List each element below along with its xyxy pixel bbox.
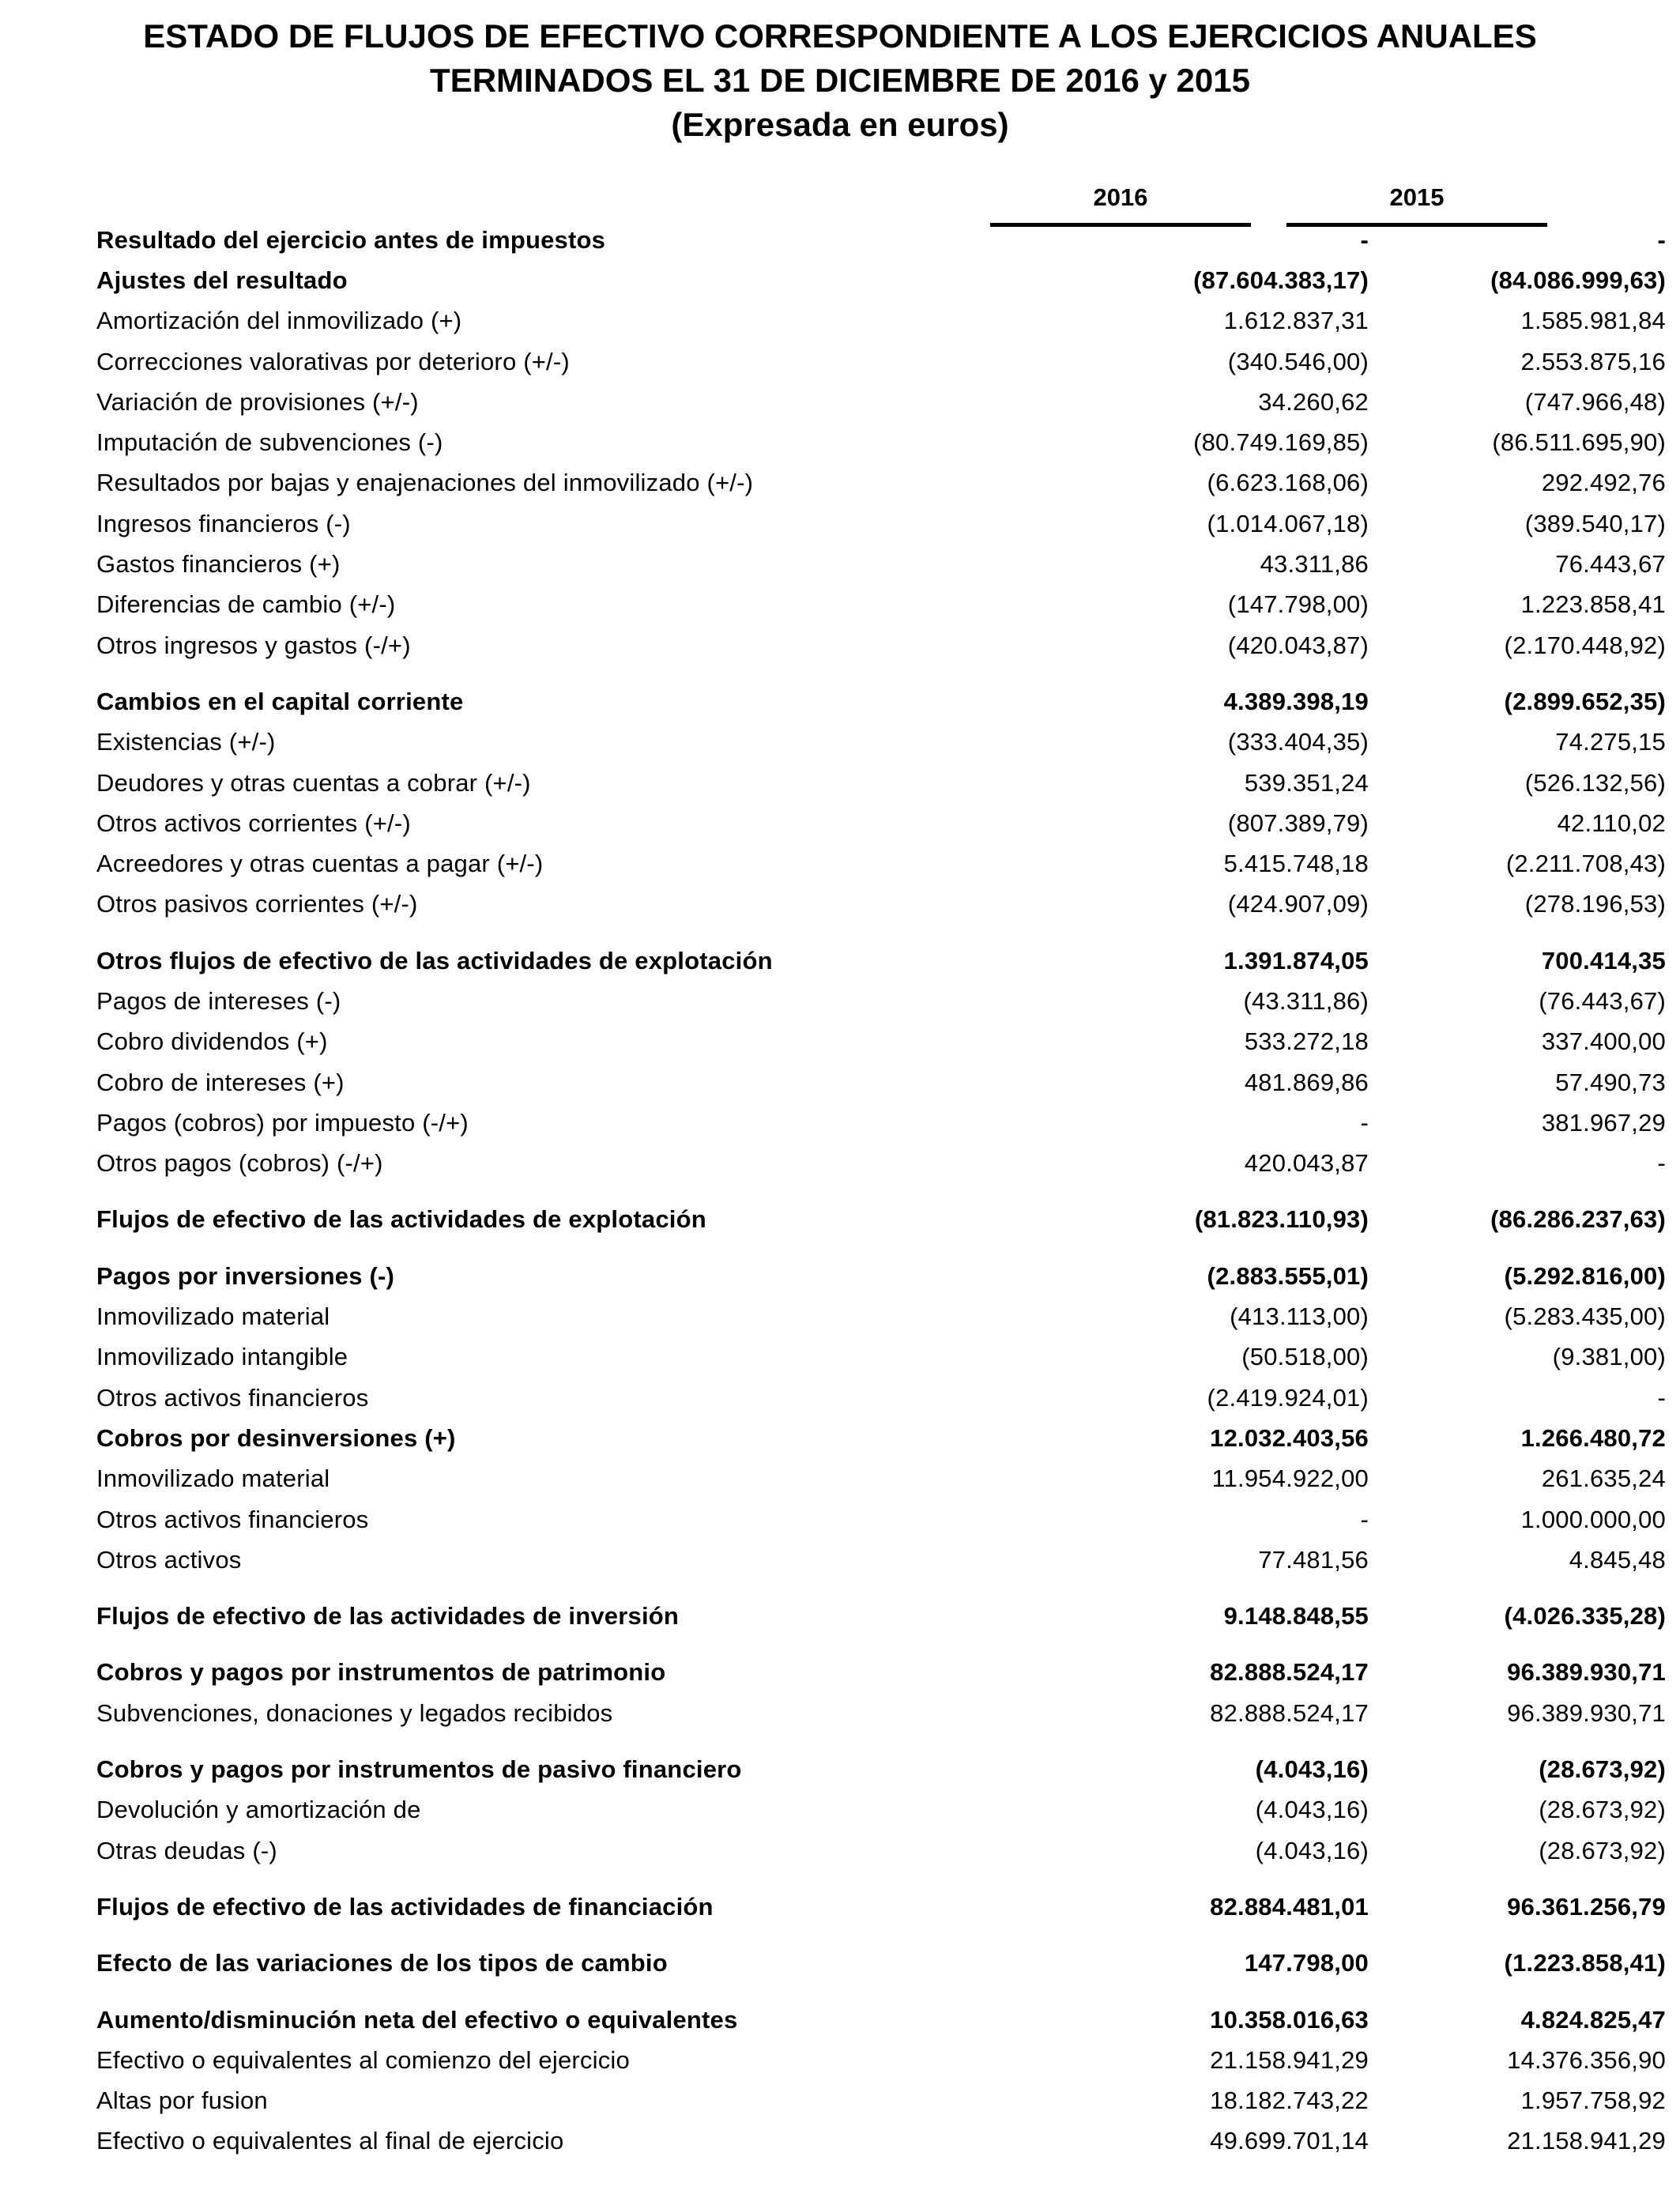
value-2015: 261.635,24 — [1541, 1465, 1666, 1493]
row-label: Cobro dividendos (+) — [96, 1027, 328, 1056]
value-2015: 21.158.941,29 — [1507, 2127, 1666, 2155]
value-2016: 481.869,86 — [1244, 1068, 1369, 1096]
value-2015: (86.511.695,90) — [1492, 428, 1666, 457]
value-2016: 18.182.743,22 — [1210, 2087, 1369, 2115]
value-2015: 337.400,00 — [1541, 1027, 1666, 1056]
value-2016: 10.358.016,63 — [1210, 2005, 1369, 2034]
value-2015: 1.000.000,00 — [1520, 1505, 1666, 1533]
column-header-2015: 2015 — [1286, 180, 1547, 227]
value-2015: 57.490,73 — [1555, 1068, 1666, 1096]
row-label: Flujos de efectivo de las actividades de financiación — [96, 1892, 714, 1921]
value-2016: (6.623.168,06) — [1207, 469, 1369, 497]
table-row — [96, 2121, 1666, 2162]
value-2016: 11.954.922,00 — [1211, 1465, 1369, 1493]
column-header-2016: 2016 — [990, 180, 1251, 227]
row-label: Existencias (+/-) — [96, 728, 276, 756]
row-label: Inmovilizado material — [96, 1302, 330, 1331]
value-2015: (2.170.448,92) — [1504, 631, 1666, 659]
value-2015: 1.223.858,41 — [1520, 590, 1666, 619]
value-2015: (9.381,00) — [1552, 1343, 1666, 1371]
value-2016: (87.604.383,17) — [1193, 266, 1369, 294]
value-2015: (2.211.708,43) — [1505, 850, 1666, 878]
row-label: Ingresos financieros (-) — [96, 509, 351, 537]
value-2015: 700.414,35 — [1541, 946, 1666, 974]
value-2016: (420.043,87) — [1227, 631, 1369, 659]
row-label: Pagos por inversiones (-) — [96, 1261, 395, 1290]
value-2015: (2.899.652,35) — [1504, 687, 1666, 715]
row-label: Otros activos — [96, 1545, 242, 1574]
table-row — [96, 1022, 1666, 1062]
table-row — [96, 1144, 1666, 1184]
value-2015: (28.673,92) — [1539, 1836, 1666, 1864]
row-label: Cobros por desinversiones (+) — [96, 1423, 456, 1452]
value-2015: (4.026.335,28) — [1504, 1602, 1666, 1630]
table-row — [96, 1337, 1666, 1378]
table-row — [96, 1103, 1666, 1143]
row-label: Cobros y pagos por instrumentos de pasivo financiero — [96, 1755, 742, 1784]
value-2015: 4.824.825,47 — [1520, 2005, 1666, 2034]
value-2016: 9.148.848,55 — [1223, 1602, 1369, 1630]
value-2016: 4.389.398,19 — [1223, 687, 1369, 715]
row-label: Efectivo o equivalentes al comienzo del ejercicio — [96, 2045, 630, 2074]
table-row — [96, 260, 1666, 300]
value-2016: 43.311,86 — [1260, 550, 1369, 579]
value-2016: 34.260,62 — [1258, 387, 1369, 416]
table-row — [96, 585, 1666, 625]
value-2015: 96.361.256,79 — [1507, 1892, 1666, 1921]
row-label: Diferencias de cambio (+/-) — [96, 590, 396, 619]
table-row — [96, 1830, 1666, 1871]
value-2016: 533.272,18 — [1244, 1027, 1369, 1056]
value-2016: (80.749.169,85) — [1193, 428, 1369, 457]
row-label: Cambios en el capital corriente — [96, 687, 464, 715]
value-2016: - — [1360, 225, 1369, 254]
value-2016: 12.032.403,56 — [1210, 1423, 1369, 1452]
table-row — [96, 1378, 1666, 1418]
table-row — [96, 1596, 1666, 1637]
value-2016: 1.391.874,05 — [1223, 946, 1369, 974]
value-2016: 82.888.524,17 — [1210, 1658, 1369, 1687]
value-2015: 292.492,76 — [1541, 469, 1666, 497]
value-2015: 381.967,29 — [1541, 1108, 1666, 1137]
table-row — [96, 1887, 1666, 1927]
value-2016: (1.014.067,18) — [1207, 509, 1369, 537]
table-row — [96, 1459, 1666, 1499]
table-row — [96, 884, 1666, 925]
title-line-3: (Expresada en euros) — [671, 106, 1009, 143]
table-row — [96, 422, 1666, 462]
value-2016: 82.884.481,01 — [1210, 1892, 1369, 1921]
row-label: Cobros y pagos por instrumentos de patrimonio — [96, 1658, 666, 1687]
value-2015: 1.585.981,84 — [1520, 307, 1666, 335]
value-2016: (340.546,00) — [1227, 347, 1369, 375]
value-2015: (1.223.858,41) — [1504, 1949, 1666, 1977]
row-label: Otros activos financieros — [96, 1505, 369, 1533]
value-2015: 1.957.758,92 — [1520, 2087, 1666, 2115]
value-2015: (526.132,56) — [1524, 768, 1666, 797]
table-row — [96, 1256, 1666, 1296]
value-2015: - — [1657, 1149, 1666, 1178]
value-2016: (81.823.110,93) — [1194, 1205, 1369, 1234]
table-row — [96, 1749, 1666, 1789]
value-2015: 1.266.480,72 — [1520, 1423, 1666, 1452]
value-2015: 74.275,15 — [1555, 728, 1666, 756]
row-label: Cobro de intereses (+) — [96, 1068, 345, 1096]
value-2015: 2.553.875,16 — [1520, 347, 1666, 375]
value-2016: 49.699.701,14 — [1210, 2127, 1369, 2155]
row-label: Amortización del inmovilizado (+) — [96, 307, 462, 335]
value-2016: (4.043,16) — [1255, 1755, 1369, 1784]
table-row — [96, 544, 1666, 584]
value-2016: - — [1360, 1108, 1369, 1137]
row-label: Otras deudas (-) — [96, 1836, 277, 1864]
row-label: Efecto de las variaciones de los tipos de cambio — [96, 1949, 668, 1977]
value-2015: 96.389.930,71 — [1507, 1658, 1666, 1687]
value-2015: 42.110,02 — [1557, 809, 1666, 837]
row-label: Devolución y amortización de — [96, 1796, 421, 1824]
cash-flow-table — [96, 220, 1666, 2162]
table-row — [96, 681, 1666, 722]
value-2016: (333.404,35) — [1227, 728, 1369, 756]
row-label: Gastos financieros (+) — [96, 550, 341, 579]
value-2015: 14.376.356,90 — [1507, 2045, 1666, 2074]
row-label: Inmovilizado intangible — [96, 1343, 348, 1371]
value-2016: 82.888.524,17 — [1210, 1698, 1369, 1727]
value-2016: (4.043,16) — [1255, 1796, 1369, 1824]
table-row — [96, 2040, 1666, 2080]
table-row — [96, 301, 1666, 341]
table-row — [96, 625, 1666, 665]
row-label: Otros flujos de efectivo de las actividades de explotación — [96, 946, 773, 974]
table-row — [96, 803, 1666, 843]
value-2016: (2.883.555,01) — [1207, 1261, 1369, 1290]
row-label: Pagos (cobros) por impuesto (-/+) — [96, 1108, 469, 1137]
value-2016: (2.419.924,01) — [1207, 1383, 1369, 1412]
title-line-2: TERMINADOS EL 31 DE DICIEMBRE DE 2016 y 2015 — [430, 62, 1250, 99]
value-2015: (86.286.237,63) — [1490, 1205, 1666, 1234]
value-2016: - — [1360, 1505, 1369, 1533]
table-row — [96, 382, 1666, 422]
row-label: Imputación de subvenciones (-) — [96, 428, 443, 457]
value-2016: (807.389,79) — [1227, 809, 1369, 837]
row-label: Flujos de efectivo de las actividades de inversión — [96, 1602, 680, 1630]
row-label: Otros ingresos y gastos (-/+) — [96, 631, 411, 659]
row-label: Acreedores y otras cuentas a pagar (+/-) — [96, 850, 544, 878]
value-2016: 1.612.837,31 — [1223, 307, 1369, 335]
table-row — [96, 763, 1666, 803]
row-label: Efectivo o equivalentes al final de ejercicio — [96, 2127, 564, 2155]
value-2016: (147.798,00) — [1227, 590, 1369, 619]
value-2016: (50.518,00) — [1241, 1343, 1369, 1371]
row-label: Deudores y otras cuentas a cobrar (+/-) — [96, 768, 531, 797]
table-row — [96, 1653, 1666, 1693]
value-2016: (413.113,00) — [1230, 1302, 1369, 1331]
table-row — [96, 1418, 1666, 1458]
table-row — [96, 843, 1666, 884]
value-2015: (28.673,92) — [1539, 1796, 1666, 1824]
table-row — [96, 2080, 1666, 2120]
row-label: Pagos de intereses (-) — [96, 986, 341, 1015]
table-row — [96, 941, 1666, 981]
table-row — [96, 220, 1666, 260]
value-2015: (76.443,67) — [1539, 986, 1666, 1015]
row-label: Subvenciones, donaciones y legados recibidos — [96, 1698, 613, 1727]
value-2016: (424.907,09) — [1227, 890, 1369, 918]
value-2016: 77.481,56 — [1258, 1545, 1369, 1574]
value-2016: 147.798,00 — [1244, 1949, 1369, 1977]
row-label: Otros activos financieros — [96, 1383, 369, 1412]
value-2016: 21.158.941,29 — [1210, 2045, 1369, 2074]
value-2015: 4.845,48 — [1569, 1545, 1666, 1574]
value-2015: (28.673,92) — [1539, 1755, 1666, 1784]
table-row — [96, 341, 1666, 382]
row-label: Ajustes del resultado — [96, 266, 348, 294]
value-2015: (84.086.999,63) — [1490, 266, 1666, 294]
table-row — [96, 1540, 1666, 1580]
row-label: Resultados por bajas y enajenaciones del inmovilizado (+/-) — [96, 469, 754, 497]
row-label: Flujos de efectivo de las actividades de explotación — [96, 1205, 706, 1234]
value-2015: (747.966,48) — [1524, 387, 1666, 416]
value-2016: (43.311,86) — [1243, 986, 1369, 1015]
value-2016: 420.043,87 — [1244, 1149, 1369, 1178]
row-label: Otros pasivos corrientes (+/-) — [96, 890, 418, 918]
table-row — [96, 1062, 1666, 1103]
title-line-1: ESTADO DE FLUJOS DE EFECTIVO CORRESPONDIENTE A LOS EJERCICIOS ANUALES — [143, 17, 1537, 55]
table-row — [96, 1790, 1666, 1830]
table-row — [96, 1693, 1666, 1733]
table-row — [96, 503, 1666, 544]
value-2015: (389.540,17) — [1524, 509, 1666, 537]
table-row — [96, 1499, 1666, 1540]
value-2015: 96.389.930,71 — [1507, 1698, 1666, 1727]
table-row — [96, 1943, 1666, 1984]
row-label: Otros activos corrientes (+/-) — [96, 809, 411, 837]
row-label: Otros pagos (cobros) (-/+) — [96, 1149, 383, 1178]
value-2015: - — [1657, 225, 1666, 254]
value-2015: 76.443,67 — [1555, 550, 1666, 579]
table-row — [96, 1200, 1666, 1240]
value-2015: (5.283.435,00) — [1504, 1302, 1666, 1331]
value-2016: 5.415.748,18 — [1223, 850, 1369, 878]
value-2016: (4.043,16) — [1255, 1836, 1369, 1864]
value-2015: - — [1657, 1383, 1666, 1412]
row-label: Variación de provisiones (+/-) — [96, 387, 419, 416]
table-row — [96, 722, 1666, 763]
table-row — [96, 2000, 1666, 2040]
row-label: Correcciones valorativas por deterioro (+/-) — [96, 347, 570, 375]
value-2016: 539.351,24 — [1244, 768, 1369, 797]
row-label: Altas por fusion — [96, 2087, 268, 2115]
table-row — [96, 463, 1666, 503]
row-label: Inmovilizado material — [96, 1465, 330, 1493]
value-2015: (5.292.816,00) — [1504, 1261, 1666, 1290]
table-row — [96, 1296, 1666, 1336]
table-row — [96, 981, 1666, 1021]
document-title — [0, 14, 1680, 147]
row-label: Resultado del ejercicio antes de impuestos — [96, 225, 606, 254]
row-label: Aumento/disminución neta del efectivo o equivalentes — [96, 2005, 738, 2034]
value-2015: (278.196,53) — [1524, 890, 1666, 918]
